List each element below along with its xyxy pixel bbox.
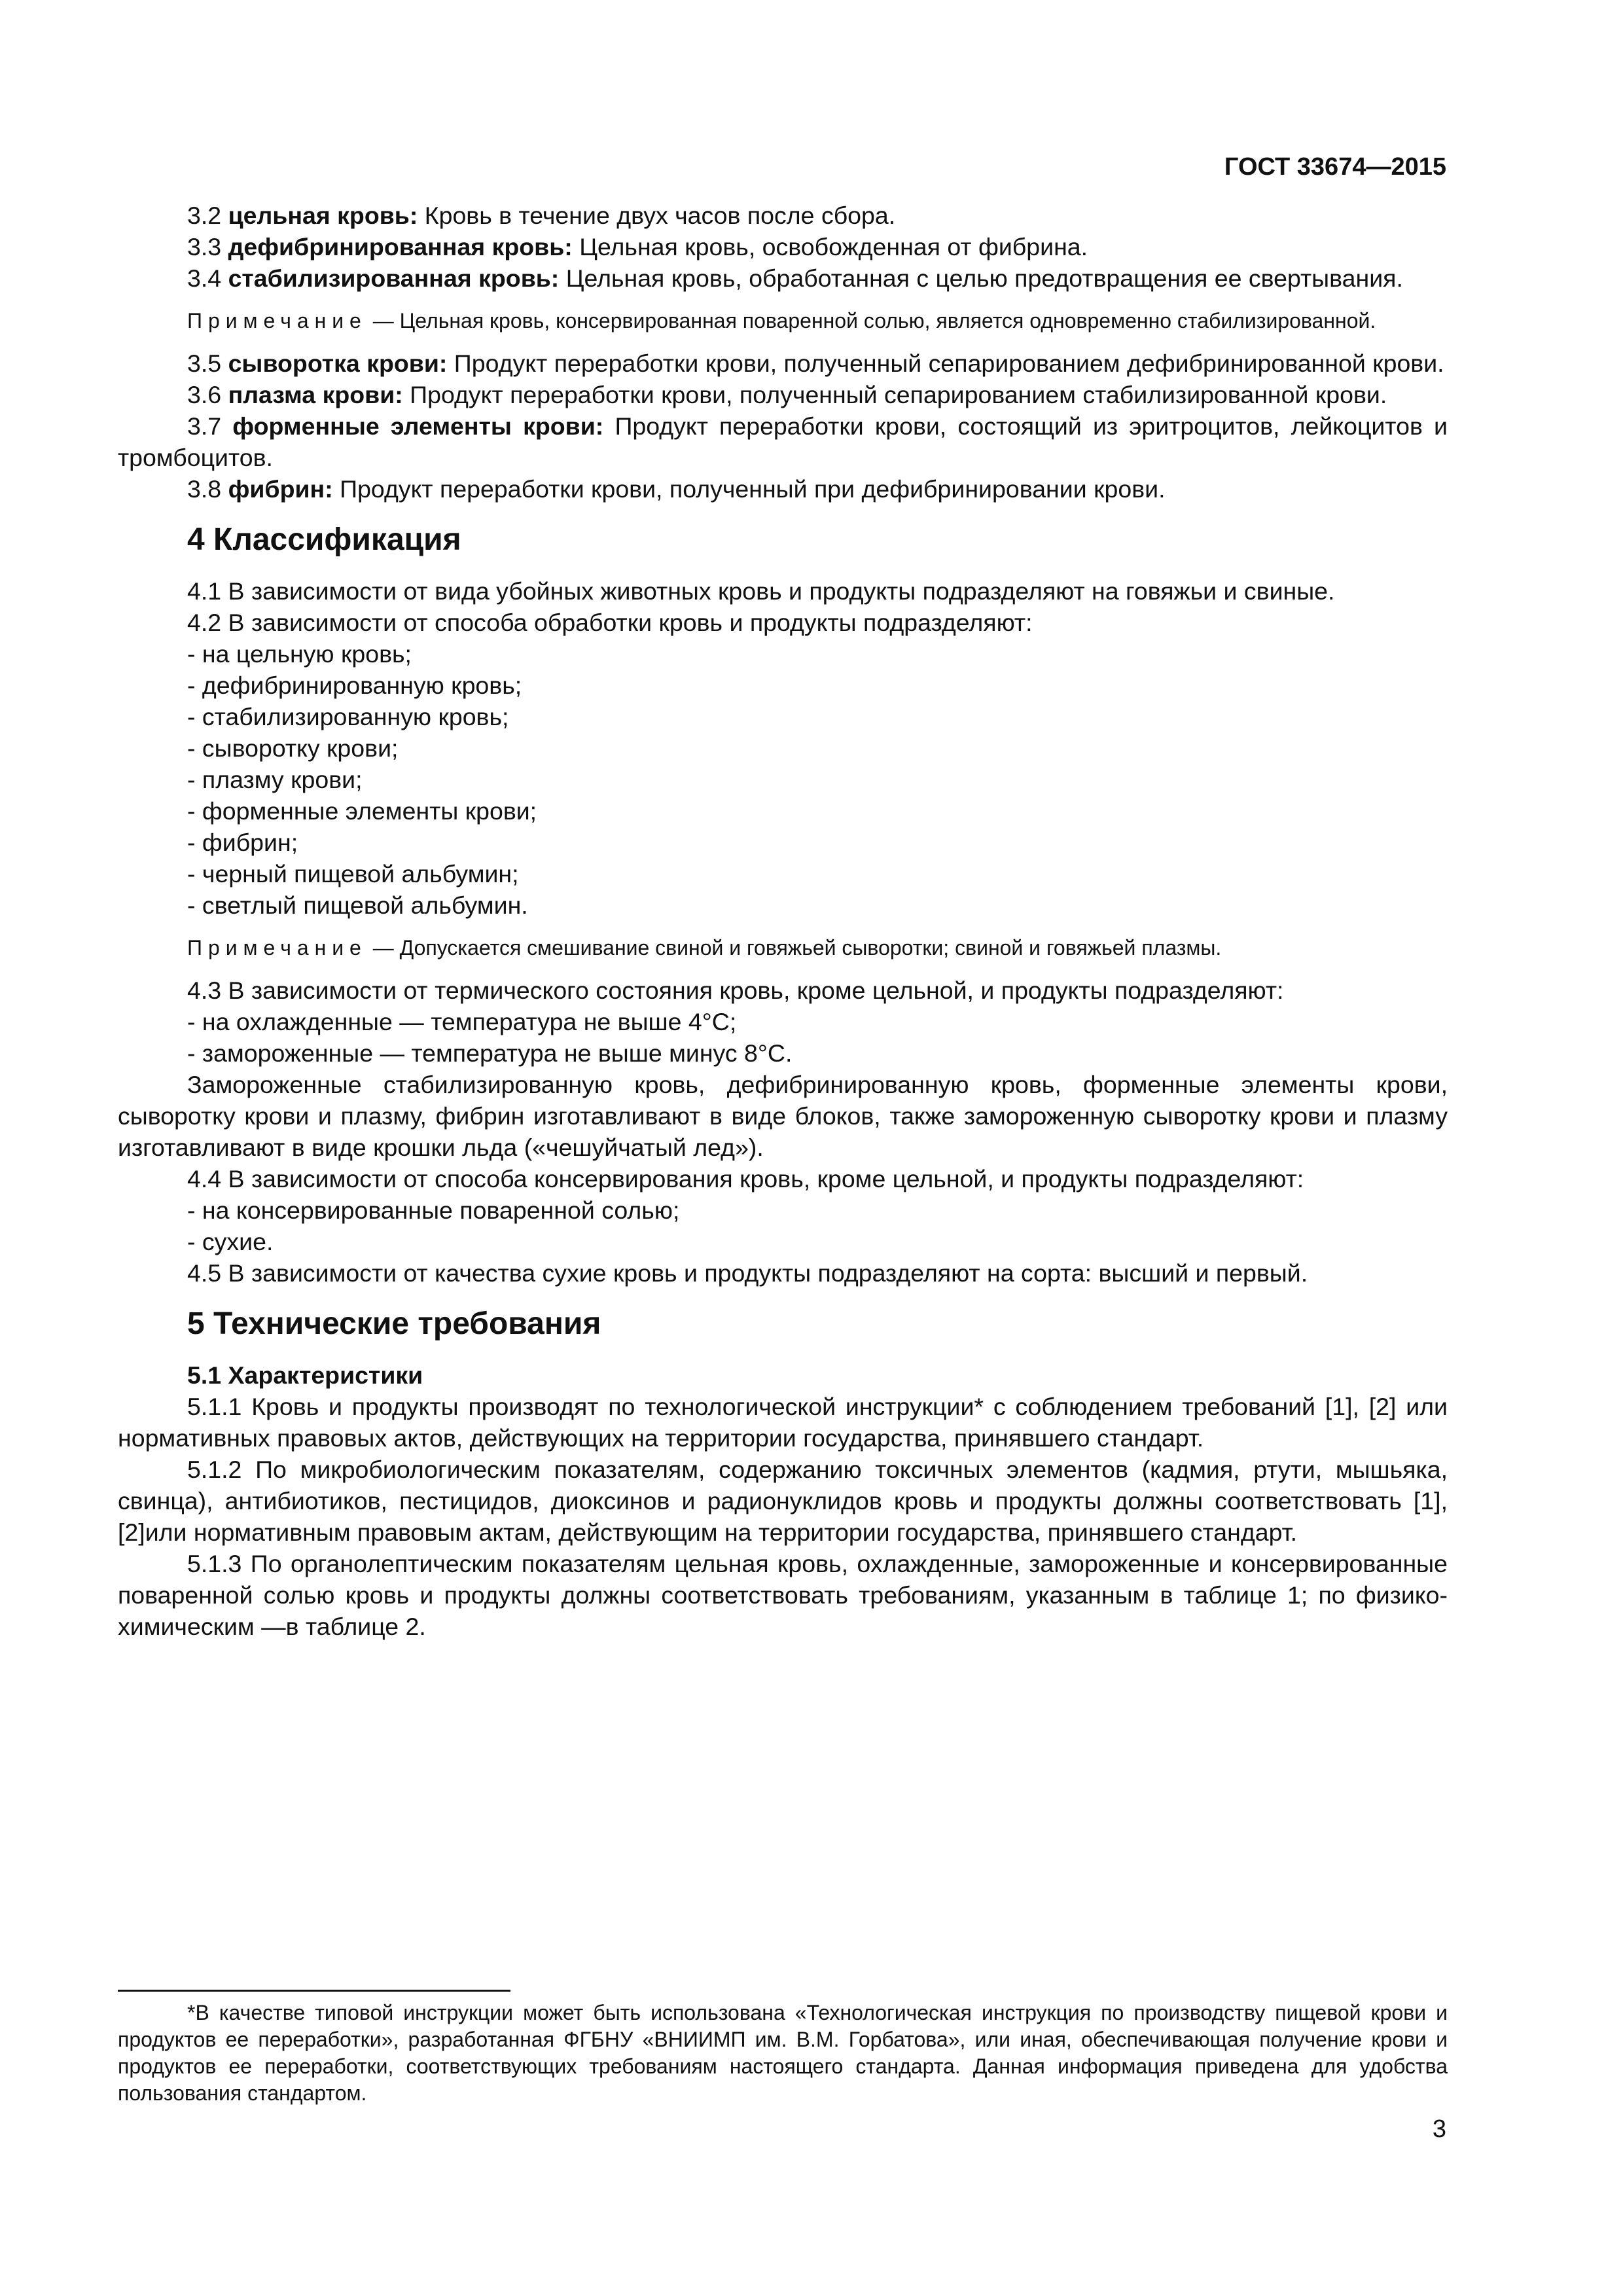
definition-3-5: 3.5 сыворотка крови: Продукт переработки крови, полученный сепарированием дефибринированной крови. bbox=[187, 350, 1444, 377]
document-body bbox=[118, 200, 1448, 1642]
list-item: - стабилизированную кровь; bbox=[187, 703, 509, 730]
list-item: - замороженные — температура не выше минус 8°С. bbox=[187, 1039, 793, 1067]
definition-3-3: 3.3 дефибринированная кровь: Цельная кровь, освобожденная от фибрина. bbox=[187, 233, 1088, 260]
list-item: - сыворотку крови; bbox=[187, 734, 399, 762]
list-item: - на охлажденные — температура не выше 4°С; bbox=[187, 1008, 737, 1035]
paragraph-5-1-2: 5.1.2 По микробиологическим показателям, содержанию токсичных элементов (кадмия, ртути, мышьяка, свинца), антибиотиков, пестицидов, диоксинов и радионуклидов кровь и продукты должны соответствовать [1], [2]или нормативным правовым актам, действующим на территории государства, принявшего стандарт. bbox=[118, 1456, 1448, 1546]
section-5-heading: 5 Технические требования bbox=[187, 1306, 601, 1341]
list-item: - сухие. bbox=[187, 1228, 274, 1255]
note-label: Примечание bbox=[187, 936, 367, 960]
list-item: - фибрин; bbox=[187, 829, 298, 856]
definition-3-4: 3.4 стабилизированная кровь: Цельная кровь, обработанная с целью предотвращения ее свертывания. bbox=[187, 264, 1403, 292]
definition-term: сыворотка крови: bbox=[228, 350, 448, 377]
definition-term: фибрин: bbox=[228, 475, 333, 503]
list-item: - на консервированные поваренной солью; bbox=[187, 1196, 680, 1224]
paragraph-4-2: 4.2 В зависимости от способа обработки кровь и продукты подразделяют: bbox=[187, 609, 1033, 636]
list-item: - плазму крови; bbox=[187, 766, 363, 793]
definition-3-8: 3.8 фибрин: Продукт переработки крови, полученный при дефибринировании крови. bbox=[187, 475, 1166, 503]
paragraph-4-3: 4.3 В зависимости от термического состояния кровь, кроме цельной, и продукты подразделяют: bbox=[187, 977, 1284, 1004]
note-label: Примечание bbox=[187, 309, 367, 332]
definition-3-7: 3.7 форменные элементы крови: Продукт переработки крови, состоящий из эритроцитов, лейкоцитов и тромбоцитов. bbox=[118, 412, 1448, 471]
footnote: *В качестве типовой инструкции может быть использована «Технологическая инструкция по производству пищевой крови и продуктов ее переработки», разработанная ФГБНУ «ВНИИМП им. В.М. Горбатова», или иная, обеспечивающая получение крови и продуктов ее переработки, соответствующих требованиям настоящего стандарта. Данная информация приведена для удобства пользования стандартом. bbox=[118, 2001, 1448, 2105]
definition-term: цельная кровь: bbox=[228, 202, 418, 229]
definition-term: дефибринированная кровь: bbox=[228, 233, 573, 260]
section-4-heading: 4 Классификация bbox=[187, 522, 461, 557]
note-1: Примечание — Цельная кровь, консервированная поваренной солью, является одновременно стабилизированной. bbox=[187, 309, 1376, 332]
paragraph-5-1-1: 5.1.1 Кровь и продукты производят по технологической инструкции* с соблюдением требований [1], [2] или нормативных правовых актов, действующих на территории государства, принявшего стандарт. bbox=[118, 1393, 1448, 1452]
paragraph-4-1: 4.1 В зависимости от вида убойных животных кровь и продукты подразделяют на говяжьи и свиные. bbox=[187, 577, 1335, 605]
paragraph-5-1-3: 5.1.3 По органолептическим показателям цельная кровь, охлажденные, замороженные и консервированные поваренной солью кровь и продукты должны соответствовать требованиям, указанным в таблице 1; по физико-химическим —в таблице 2. bbox=[118, 1550, 1448, 1640]
list-item: - форменные элементы крови; bbox=[187, 797, 537, 825]
note-2: Примечание — Допускается смешивание свиной и говяжьей сыворотки; свиной и говяжьей плазмы. bbox=[187, 936, 1222, 960]
standard-header: ГОСТ 33674—2015 bbox=[1224, 153, 1446, 181]
definition-3-6: 3.6 плазма крови: Продукт переработки крови, полученный сепарированием стабилизированной крови. bbox=[187, 381, 1387, 408]
paragraph-4-4: 4.4 В зависимости от способа консервирования кровь, кроме цельной, и продукты подразделяют: bbox=[187, 1165, 1304, 1193]
page-number: 3 bbox=[1432, 2115, 1446, 2143]
definition-3-2: 3.2 цельная кровь: Кровь в течение двух часов после сбора. bbox=[187, 202, 896, 229]
definition-term: плазма крови: bbox=[228, 381, 403, 408]
list-item: - дефибринированную кровь; bbox=[187, 672, 522, 699]
definition-term: форменные элементы крови: bbox=[232, 412, 604, 440]
footnote-divider bbox=[118, 1990, 510, 1992]
list-item: - черный пищевой альбумин; bbox=[187, 860, 519, 888]
definition-term: стабилизированная кровь: bbox=[228, 264, 560, 292]
paragraph-4-3-frozen: Замороженные стабилизированную кровь, дефибринированную кровь, форменные элементы крови, сыворотку крови и плазму, фибрин изготавливают в виде блоков, также замороженную сыворотку крови и плазму изготавливают в виде крошки льда («чешуйчатый лед»). bbox=[118, 1071, 1448, 1161]
list-item: - светлый пищевой альбумин. bbox=[187, 891, 528, 919]
subsection-5-1-heading: 5.1 Характеристики bbox=[187, 1361, 423, 1389]
paragraph-4-5: 4.5 В зависимости от качества сухие кровь и продукты подразделяют на сорта: высший и первый. bbox=[187, 1259, 1308, 1287]
list-item: - на цельную кровь; bbox=[187, 640, 412, 668]
